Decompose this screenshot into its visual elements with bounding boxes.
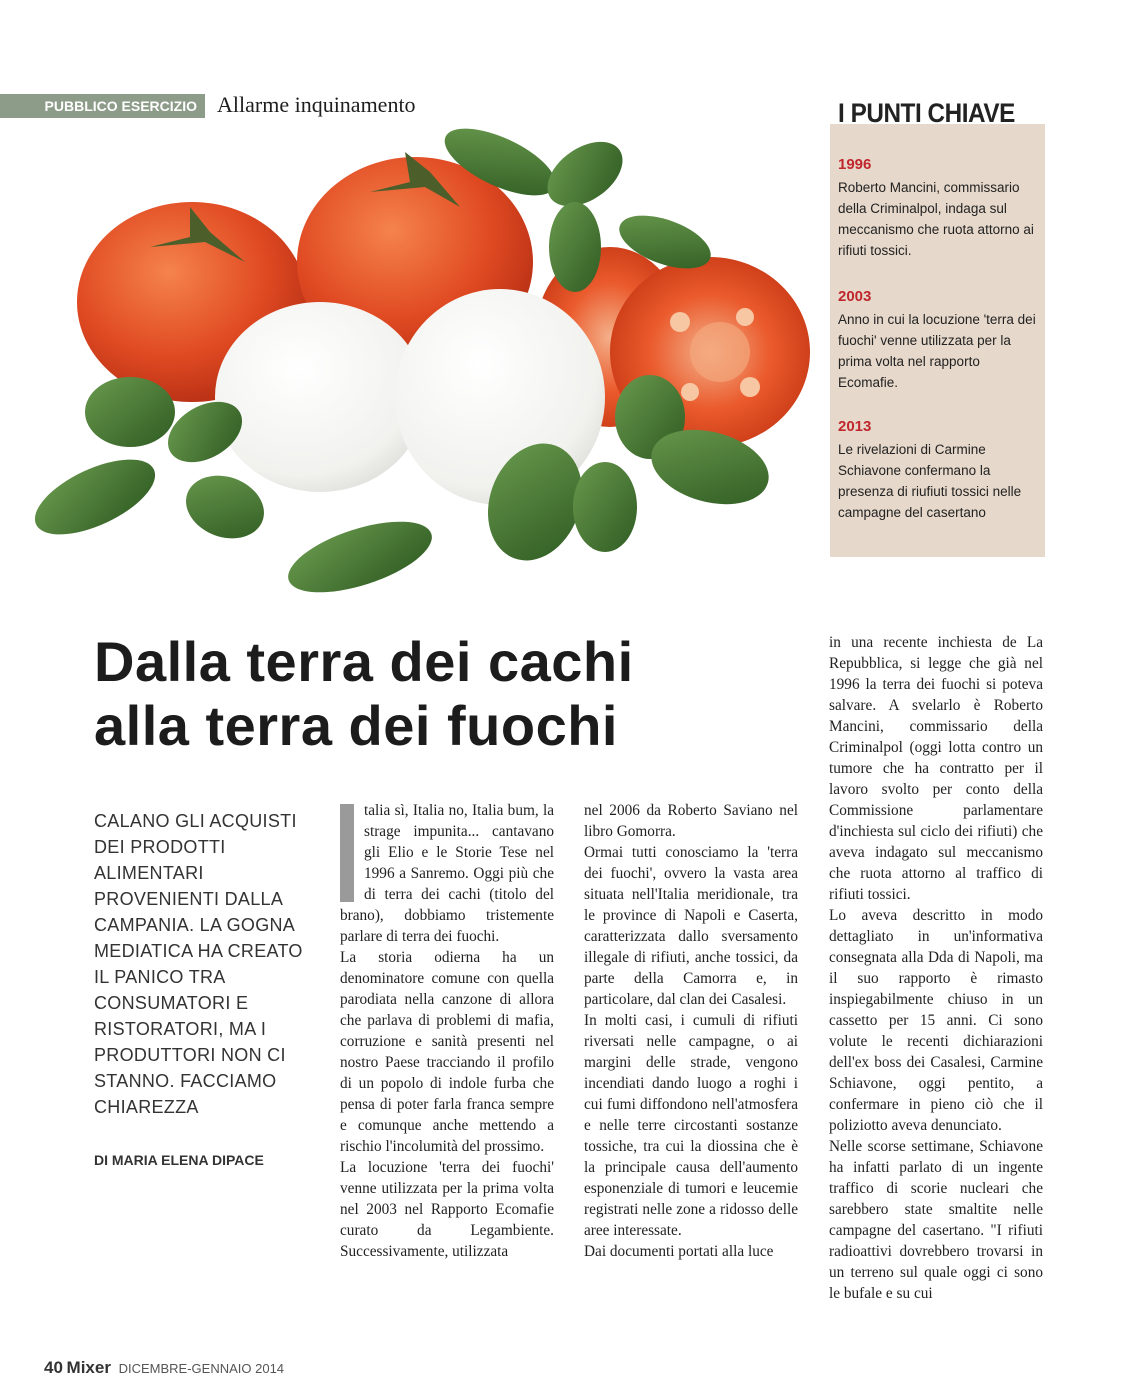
paragraph: Dai documenti portati alla luce [584,1243,774,1260]
article-column-3 [829,632,1043,1304]
magazine-name: Mixer [66,1358,111,1377]
headline-line: Dalla terra dei cachi [94,630,634,693]
paragraph: Lo aveva descritto in modo dettagliato in un'informativa consegnata alla Dda di Napoli, ma il suo rapporto è rimasto inspiegabilmente chiuso in un cassetto per 15 anni. Ci sono volute le recenti dichiarazioni dell'ex boss dei Casalesi, Carmine Schiavone, oggi pentito, a confermare in pieno ciò che il poliziotto aveva denunciato. [829,907,1043,1134]
page-number: 40 [44,1358,63,1377]
hero-photo-tomatoes-mozzarella-basil [30,112,830,622]
key-point-year: 2013 [838,418,872,435]
paragraph: nel 2006 da Roberto Saviano nel libro Gomorra. [584,802,798,840]
key-point-text: Roberto Mancini, commissario della Criminalpol, indaga sul meccanismo che ruota attorno ai rifiuti tossici. [838,180,1034,258]
dropcap-i-bar [340,804,354,902]
paragraph: In molti casi, i cumuli di rifiuti riversati nelle campagne, o ai margini delle strade, vengono incendiati dando luogo a roghi i cui fumi diffondono nell'atmosfera e nelle terre circostanti sostanze tossiche, tra cui la diossina che è la principale causa dell'aumento esponenziale di tumori e leucemie registrati nelle zone a ridosso delle aree interessate. [584,1012,798,1239]
paragraph: talia sì, Italia no, Italia bum, la strage impunita... cantavano gli Elio e le Storie Tese nel 1996 a Sanremo. Oggi più che di terra dei cachi (titolo del brano), dobbiamo tristemente parlare di terra dei fuochi. [340,802,554,945]
byline: DI MARIA ELENA DIPACE [94,1152,264,1168]
article-deck: CALANO GLI ACQUISTI DEI PRODOTTI ALIMENTARI PROVENIENTI DALLA CAMPANIA. LA GOGNA MEDIATICA HA CREATO IL PANICO TRA CONSUMATORI E RISTORATORI, MA I PRODUTTORI NON CI STANNO. FACCIAMO CHIAREZZA [94,811,303,1117]
section-tag: PUBBLICO ESERCIZIO [0,94,205,118]
section-title: Allarme inquinamento [217,92,416,117]
headline-line: alla terra dei fuochi [94,694,618,757]
key-point-year: 2003 [838,288,872,305]
paragraph: Nelle scorse settimane, Schiavone ha infatti parlato di un ingente traffico di scorie nucleari che sarebbero state smaltite nelle campagne del casertano. "I rifiuti radioattivi dovrebbero trovarsi in un terreno sul quale oggi ci sono le bufale e su cui [829,1138,1043,1302]
issue-date: DICEMBRE-GENNAIO 2014 [118,1361,285,1376]
key-points-title: I PUNTI CHIAVE [838,98,1015,128]
key-point-text: Anno in cui la locuzione 'terra dei fuochi' venne utilizzata per la prima volta nel rapporto Ecomafie. [838,312,1036,390]
article-column-2 [584,800,798,1262]
article-column-1 [340,800,554,1262]
article-headline [94,630,794,758]
paragraph: La locuzione 'terra dei fuochi' venne utilizzata per la prima volta nel 2003 nel Rapporto Ecomafie curato da Legambiente. Successivamente, utilizzata [340,1159,554,1260]
page-footer [44,1358,284,1378]
key-point-year: 1996 [838,156,872,173]
paragraph: in una recente inchiesta de La Repubblica, si legge che già nel 1996 la terra dei fuochi si poteva salvare. A svelarlo è Roberto Mancini, commissario della Criminalpol (oggi lotta contro un tumore che ha contratto per il lavoro svolto per conto della Commissione parlamentare d'inchiesta sul ciclo dei rifiuti) che aveva indagato sul meccanismo che ruota attorno al traffico di rifiuti tossici. [829,634,1043,903]
key-point-text: Le rivelazioni di Carmine Schiavone confermano la presenza di riufiuti tossici nelle campagne del casertano [838,442,1022,520]
paragraph: Ormai tutti conosciamo la 'terra dei fuochi', ovvero la vasta area situata nell'Italia meridionale, tra le province di Napoli e Caserta, caratterizzata dallo sversamento illegale di rifiuti, anche tossici, da parte della Camorra e, in particolare, dal clan dei Casalesi. [584,844,798,1008]
paragraph: La storia odierna ha un denominatore comune con quella parodiata nella canzone di allora che parlava di problemi di mafia, corruzione e sanità presenti nel nostro Paese tracciando il profilo di un popolo di indole furba che pensa di poter farla franca sempre e comunque anche mettendo a rischio l'incolumità del prossimo. [340,949,554,1155]
